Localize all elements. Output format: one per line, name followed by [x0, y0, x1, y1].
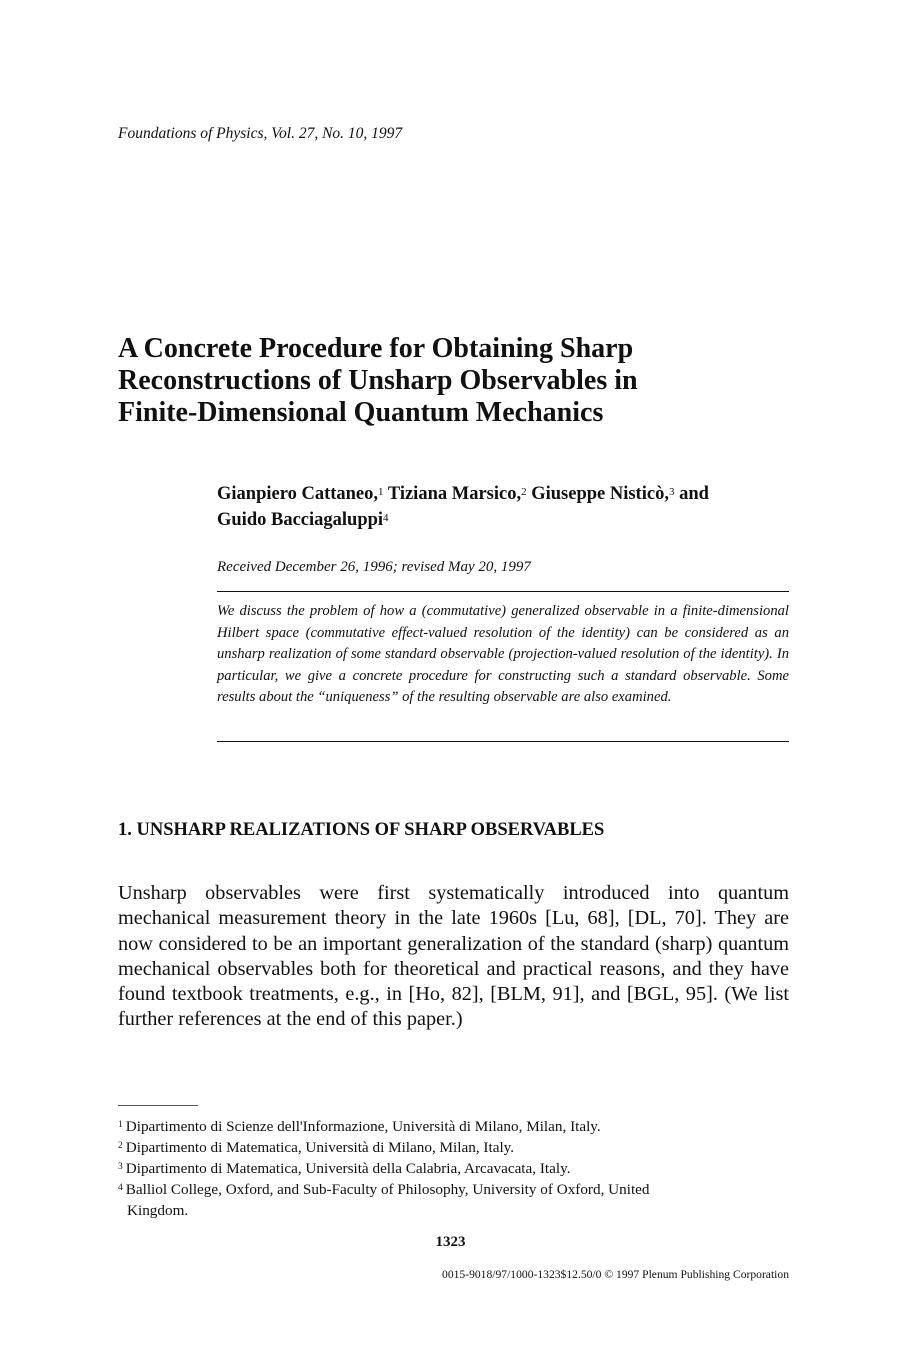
footnote-marker: 4: [383, 512, 389, 524]
author-name: Giuseppe Nisticò,: [531, 484, 669, 504]
author-conjunction: and: [679, 484, 709, 504]
received-dates: Received December 26, 1996; revised May 20, 1997: [217, 559, 531, 575]
journal-reference: Foundations of Physics, Vol. 27, No. 10, 1997: [118, 125, 403, 142]
abstract-top-rule: [217, 591, 789, 592]
footnote-separator: [118, 1105, 198, 1106]
footnote: [118, 1137, 789, 1158]
footnote-marker: 1: [378, 486, 384, 498]
footnote-mark: 2: [118, 1141, 123, 1151]
title-line: A Concrete Procedure for Obtaining Sharp: [118, 333, 634, 364]
footnotes: [118, 1116, 789, 1221]
title-line: Finite-Dimensional Quantum Mechanics: [118, 397, 604, 428]
author-name: Guido Bacciagaluppi: [217, 510, 384, 530]
footnote-text-continuation: Kingdom.: [127, 1202, 189, 1219]
footnote-text: Dipartimento di Matematica, Università della Calabria, Arcavacata, Italy.: [125, 1160, 571, 1177]
page-number: 1323: [435, 1234, 466, 1250]
footnote: [118, 1116, 789, 1137]
paper-title: [118, 333, 818, 429]
copyright-line: 0015-9018/97/1000-1323$12.50/0 © 1997 Plenum Publishing Corporation: [442, 1268, 789, 1281]
footnote-marker: 3: [668, 486, 675, 498]
section-heading: 1. UNSHARP REALIZATIONS OF SHARP OBSERVABLES: [118, 820, 605, 840]
footnote: [118, 1179, 789, 1221]
footnote-mark: 1: [118, 1120, 123, 1130]
footnote-text: Dipartimento di Scienze dell'Informazione, Università di Milano, Milan, Italy.: [125, 1118, 601, 1135]
footnote: [118, 1158, 789, 1179]
footnote-mark: 3: [118, 1162, 123, 1172]
body-paragraph: Unsharp observables were first systematically introduced into quantum mechanical measurement theory in the late 1960s [Lu, 68], [DL, 70]. They are now considered to be an important generalization of the standard (sharp) quantum mechanical observables both for theoretical and practical reasons, and they have found textbook treatments, e.g., in [Ho, 82], [BLM, 91], and [BGL, 95]. (We list further references at the end of this paper.): [118, 882, 789, 1031]
author-name: Gianpiero Cattaneo,: [217, 484, 379, 504]
footnote-mark: 4: [118, 1183, 123, 1193]
footnote-marker: 2: [521, 486, 527, 498]
author-name: Tiziana Marsico,: [387, 484, 522, 504]
footnote-text: Dipartimento di Matematica, Università di Milano, Milan, Italy.: [125, 1139, 515, 1156]
abstract-text: We discuss the problem of how a (commutative) generalized observable in a finite-dimensional Hilbert space (commutative effect-valued resolution of the identity) can be considered as an unsharp realization of some standard observable (projection-valued resolution of the identity). In particular, we give a concrete procedure for constructing such a standard observable. Some results about the “uniqueness” of the resulting observable are also examined.: [217, 603, 789, 705]
footnote-text: Balliol College, Oxford, and Sub-Faculty of Philosophy, University of Oxford, United: [125, 1181, 650, 1198]
abstract-bottom-rule: [217, 741, 789, 742]
author-list: [217, 481, 797, 533]
title-line: Reconstructions of Unsharp Observables in: [118, 365, 638, 396]
